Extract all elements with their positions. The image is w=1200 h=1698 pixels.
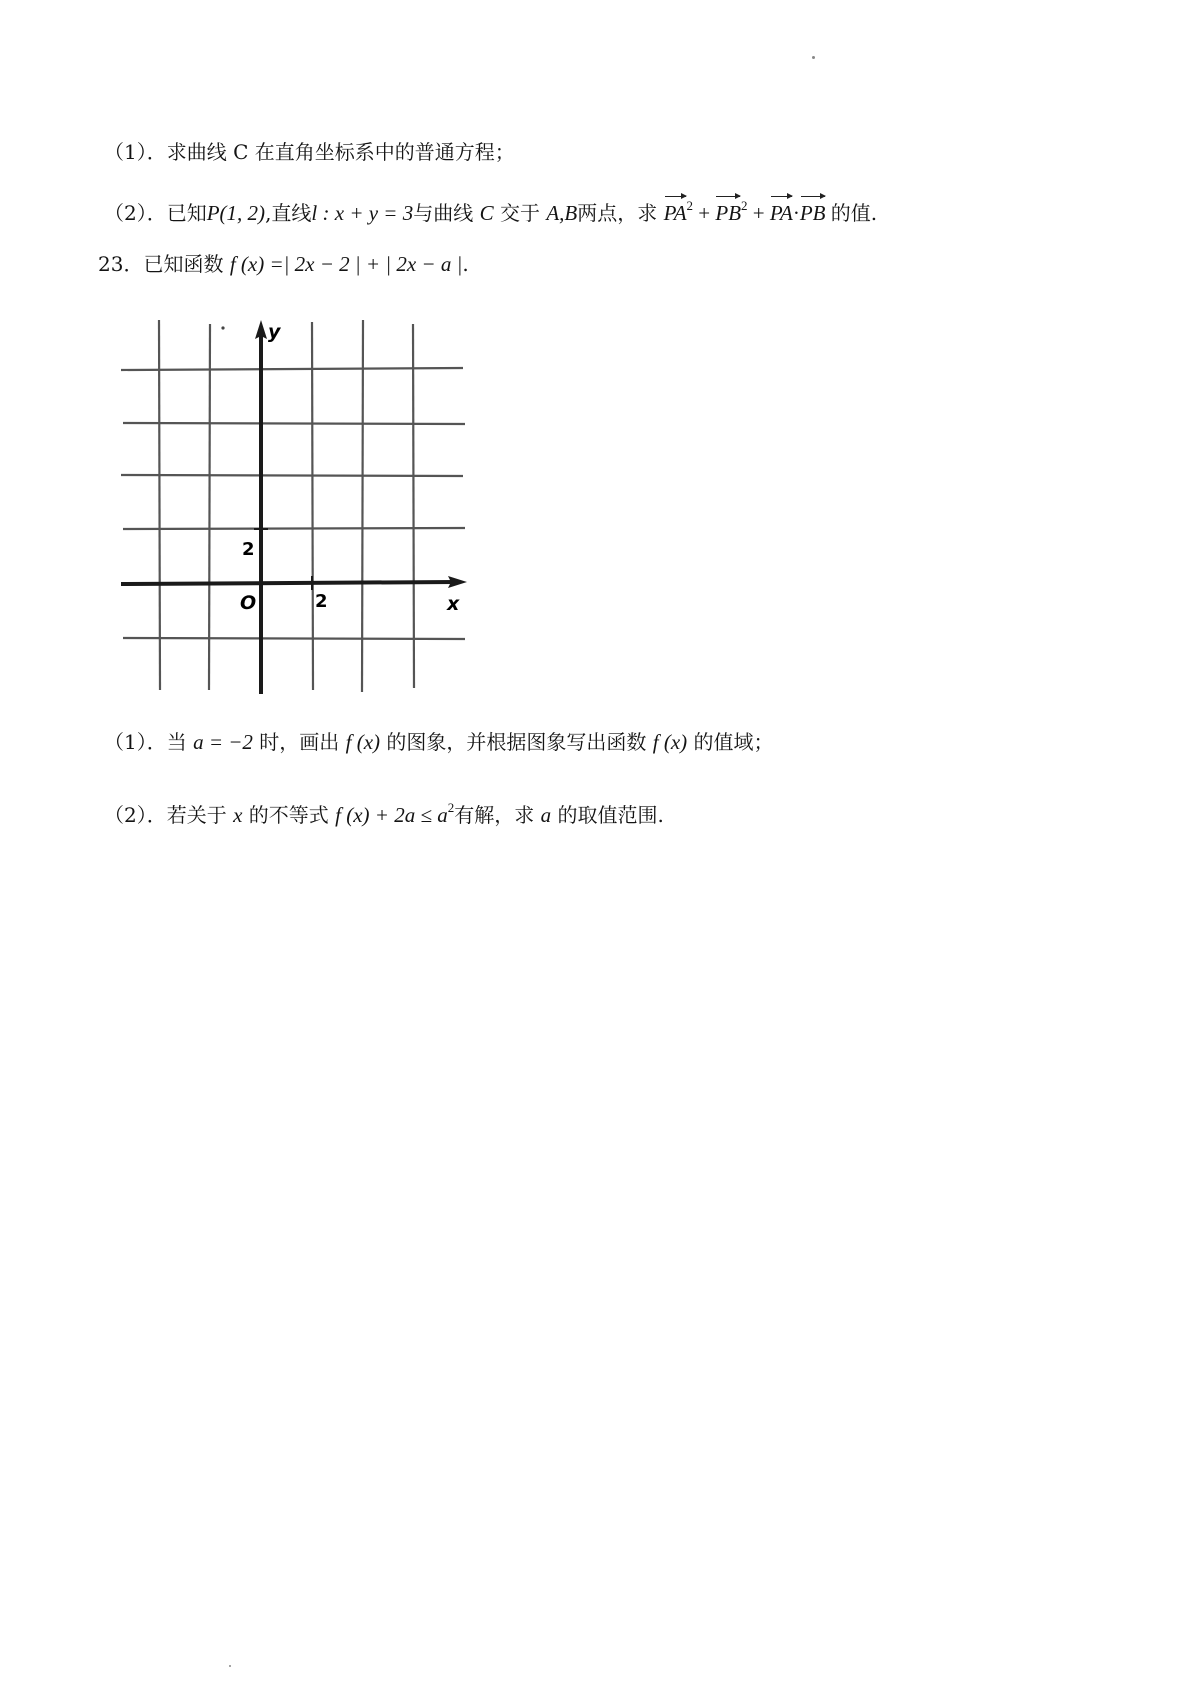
q23-stem: 23．已知函数 f (x) =| 2x − 2 | + | 2x − a |. xyxy=(98,252,469,276)
line-l: l : x + y = 3 xyxy=(311,201,414,225)
vector-pa: PA xyxy=(769,201,793,225)
vector-pb: PB xyxy=(799,201,826,225)
q23-part2: （2）．若关于 x 的不等式 f $(x) + 2a \le a^2$有解，求 a 的取值范围. xyxy=(104,800,664,827)
y-tick-label: 2 xyxy=(242,539,255,560)
origin-label: O xyxy=(240,592,257,614)
y-axis-label: y xyxy=(268,321,281,343)
coordinate-grid xyxy=(115,318,475,698)
x-axis-label: x xyxy=(447,593,460,615)
vector-expression: $PA^2 + PB^2 + PA\cdot PB$ xyxy=(663,198,826,225)
stray-dot xyxy=(221,326,224,329)
q23-part1: （1）．当 a = −2 时，画出 f (x) 的图象，并根据图象写出函数 f (x) 的值域； xyxy=(104,730,774,754)
point-p: P(1, 2) xyxy=(206,201,266,225)
q22-part2: （2）．已知P(1, 2),直线l : x + y = 3与曲线 C 交于 A,B两点，求 $PA^2 + PB^2 + PA\cdot PB$ 的值. xyxy=(104,198,878,225)
x-axis xyxy=(121,582,455,584)
grid-vertical-lines xyxy=(159,320,414,692)
vector-pb: PB xyxy=(715,201,742,225)
stray-mark xyxy=(229,1665,231,1667)
x-tick-label: 2 xyxy=(315,591,328,612)
vector-pa: PA xyxy=(663,201,687,225)
function-definition: f (x) =| 2x − 2 | + | 2x − a | xyxy=(229,252,463,276)
stray-mark xyxy=(812,56,815,59)
q22-part1: （1）．求曲线 C 在直角坐标系中的普通方程； xyxy=(104,140,515,164)
inequality: f $(x) + 2a \le a^2$ xyxy=(335,800,455,827)
